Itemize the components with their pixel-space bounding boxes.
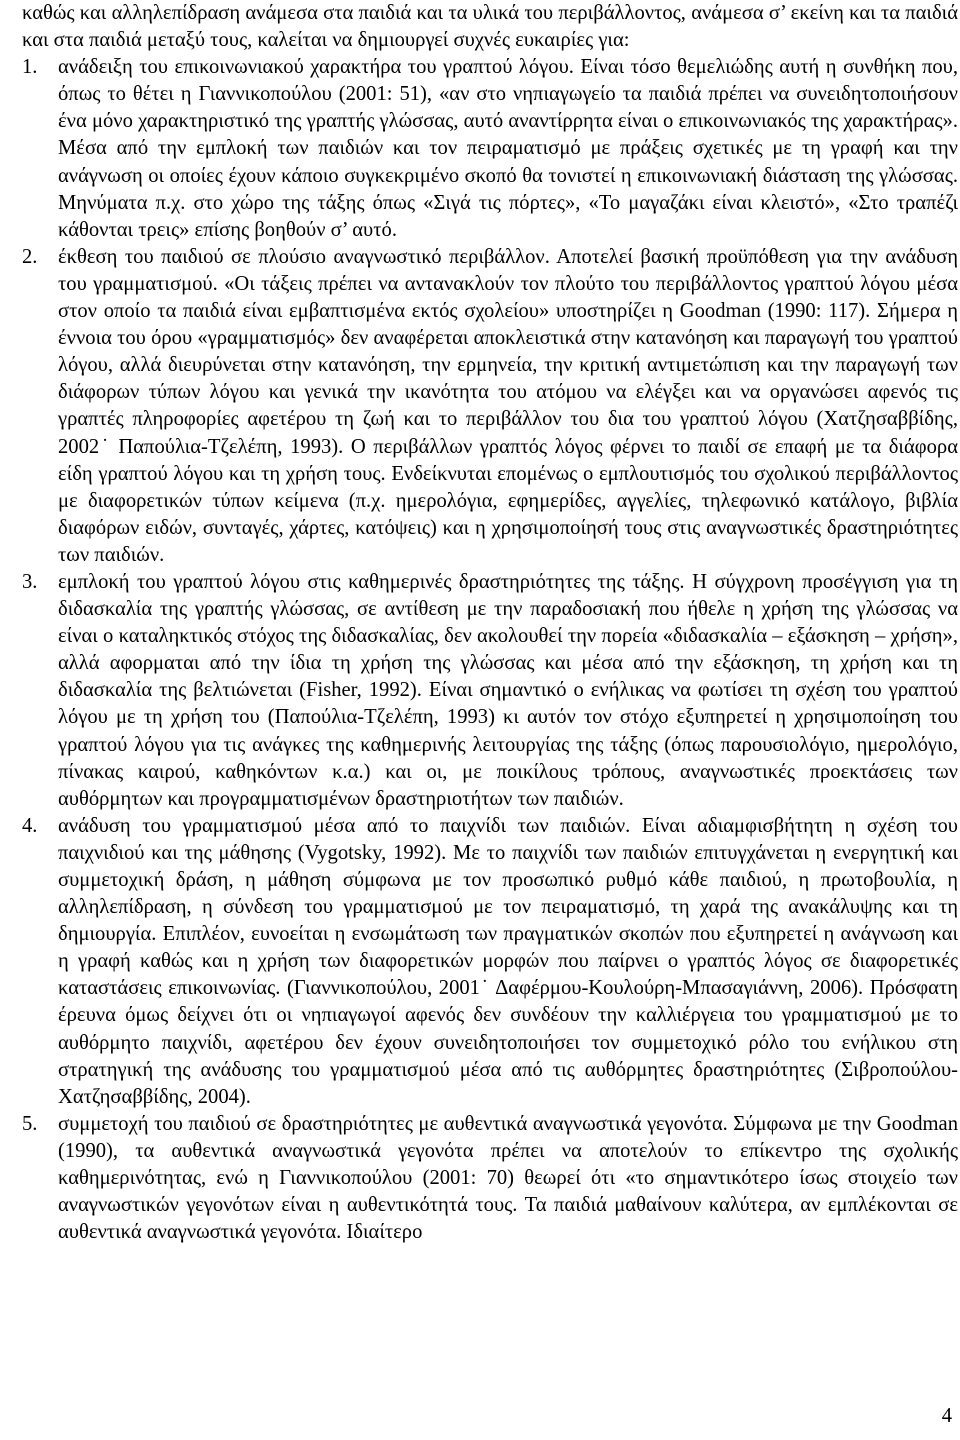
list-item-text: ανάδυση του γραμματισμού μέσα από το παιχνίδι των παιδιών. Είναι αδιαμφισβήτητη η σχέση του παιχνιδιού και της μάθησης (Vygotsky, 1992). Με το παιχνίδι των παιδιών επιτυγχάνεται η ενεργητική και συμμετοχική δράση, η μάθηση σύμφωνα με τον προσωπικό ρυθμό κάθε παιδιού, η πρωτοβουλία, η αλληλεπίδραση, η σύνδεση του γραμματισμού με τον πειραματισμό, τη χαρά της ανακάλυψης και τη δημιουργία. Επιπλέον, ευνοείται η ενσωμάτωση των πραγματικών σκοπών που εξυπηρετεί η ανάγνωση και η γραφή καθώς και η χρήση των διαφορετικών μορφών που παίρνει ο γραπτός λόγος σε διαφορετικές καταστάσεις επικοινωνίας. (Γιαννικοπούλου, 2001˙ Δαφέρμου-Κουλούρη-Μπασαγιάννη, 2006). Πρόσφατη έρευνα όμως δείχνει ότι οι νηπιαγωγοί αφενός δεν συνδέουν την καλλιέργεια του γραμματισμού με το αυθόρμητο παιχνίδι, αφετέρου δεν έχουν συνειδητοποιήσει τον συμμετοχικό ρόλο του ενήλικου στη στρατηγική της ανάδυσης του γραμματισμού μέσα από τις αυθόρμητες δραστηριότητες (Σιβροπούλου-Χατζησαββίδης, 2004). [58, 814, 958, 1108]
list-item [22, 54, 958, 244]
list-item [22, 244, 958, 569]
list-item [22, 813, 958, 1111]
list-item-number: 2. [22, 245, 38, 268]
list-item [22, 569, 958, 813]
list-item-text: έκθεση του παιδιού σε πλούσιο αναγνωστικό περιβάλλον. Αποτελεί βασική προϋπόθεση για την ανάδυση του γραμματισμού. «Οι τάξεις πρέπει να αντανακλούν τον πλούτο του περιβάλλοντος γραπτού λόγου μέσα στον οποίο τα παιδιά είναι εμβαπτισμένα εκτός σχολείου» υποστηρίζει η Goodman (1990: 117). Σήμερα η έννοια του όρου «γραμματισμός» δεν αναφέρεται αποκλειστικά στην κατανόηση και παραγωγή του γραπτού λόγου, αλλά διευρύνεται στην κατανόηση, την ερμηνεία, την κριτική αντιμετώπιση και την παραγωγή των διάφορων τύπων λόγου και γενικά την ικανότητα του ατόμου να ελέγξει και να οργανώσει αφενός τις γραπτές πληροφορίες αφετέρου τη ζωή και το περιβάλλον του δια του γραπτού λόγου (Χατζησαββίδης, 2002˙ Παπούλια-Τζελέπη, 1993). Ο περιβάλλων γραπτός λόγος φέρνει το παιδί σε επαφή με τα διάφορα είδη γραπτού λόγου και τη χρήση τους. Ενδείκνυται επομένως ο εμπλουτισμός του σχολικού περιβάλλοντος με διαφορετικών τύπων κείμενα (π.χ. ημερολόγια, εφημερίδες, αγγελίες, τηλεφωνικό κατάλογο, βιβλία διαφόρων ειδών, συνταγές, χάρτες, κατόψεις) και η χρησιμοποίησή τους στις αναγνωστικές δραστηριότητες των παιδιών. [58, 245, 958, 566]
page-number: 4 [941, 1405, 952, 1427]
list-item-number: 5. [22, 1112, 38, 1135]
list-item-number: 3. [22, 570, 38, 593]
document-page [22, 0, 958, 1246]
list-item-number: 1. [22, 56, 38, 79]
list-item-number: 4. [22, 814, 38, 837]
numbered-list [22, 54, 958, 1246]
list-item-text: εμπλοκή του γραπτού λόγου στις καθημερινές δραστηριότητες της τάξης. Η σύγχρονη προσέγγιση για τη διδασκαλία της γραπτής γλώσσας, σε αντίθεση με την παραδοσιακή που ήθελε η χρήση της γλώσσας να είναι ο καταληκτικός στόχος της διδασκαλίας, δεν ακολουθεί την πορεία «διδασκαλία – εξάσκηση – χρήση», αλλά αφορμαται από την ίδια τη χρήση της γλώσσας και μέσα από την εξάσκηση, τη χρήση και τη διδασκαλία της βελτιώνεται (Fisher, 1992). Είναι σημαντικό ο ενήλικας να φωτίσει τη σχέση του γραπτού λόγου με τη χρήση του (Παπούλια-Τζελέπη, 1993) κι αυτόν τον στόχο εξυπηρετεί η χρησιμοποίηση του γραπτού λόγου για τις ανάγκες της καθημερινής λειτουργίας της τάξης (όπως παρουσιολόγιο, ημερολόγιο, πίνακας καιρού, καθηκόντων κ.α.) και οι, με ποικίλους τρόπους, αναγνωστικές προεκτάσεις των αυθόρμητων και προγραμματισμένων δραστηριοτήτων των παιδιών. [58, 570, 958, 810]
list-item [22, 1111, 958, 1246]
intro-paragraph: καθώς και αλληλεπίδραση ανάμεσα στα παιδιά και τα υλικά του περιβάλλοντος, ανάμεσα σ’ εκείνη και τα παιδιά και στα παιδιά μεταξύ τους, καλείται να δημιουργεί συχνές ευκαιρίες για: [22, 2, 958, 52]
list-item-text: ανάδειξη του επικοινωνιακού χαρακτήρα του γραπτού λόγου. Είναι τόσο θεμελιώδης αυτή η συνθήκη που, όπως το θέτει η Γιαννικοπούλου (2001: 51), «αν στο νηπιαγωγείο τα παιδιά πρέπει να συνειδητοποιήσουν ένα μόνο χαρακτηριστικό της γραπτής γλώσσας, αυτό αναντίρρητα είναι ο επικοινωνιακός της χαρακτήρας». Μέσα από την εμπλοκή των παιδιών και τον πειραματισμό με πράξεις σχετικές με τη γραφή και την ανάγνωση οι οποίες έχουν κάποιο συγκεκριμένο σκοπό θα τονιστεί η επικοινωνιακή διάσταση της γλώσσας. Μηνύματα π.χ. στο χώρο της τάξης όπως «Σιγά τις πόρτες», «Το μαγαζάκι είναι κλειστό», «Στο τραπέζι κάθονται τρεις» επίσης βοηθούν σ’ αυτό. [58, 56, 958, 241]
list-item-text: συμμετοχή του παιδιού σε δραστηριότητες με αυθεντικά αναγνωστικά γεγονότα. Σύμφωνα με την Goodman (1990), τα αυθεντικά αναγνωστικά γεγονότα πρέπει να αποτελούν το επίκεντρο της σχολικής καθημερινότητας, ενώ η Γιαννικοπούλου (2001: 70) θεωρεί ότι «το σημαντικότερο ίσως στοιχείο των αναγνωστικών γεγονότων είναι η αυθεντικότητά τους. Τα παιδιά μαθαίνουν καλύτερα, αν εμπλέκονται σε αυθεντικά αναγνωστικά γεγονότα. Ιδιαίτερο [58, 1112, 958, 1244]
